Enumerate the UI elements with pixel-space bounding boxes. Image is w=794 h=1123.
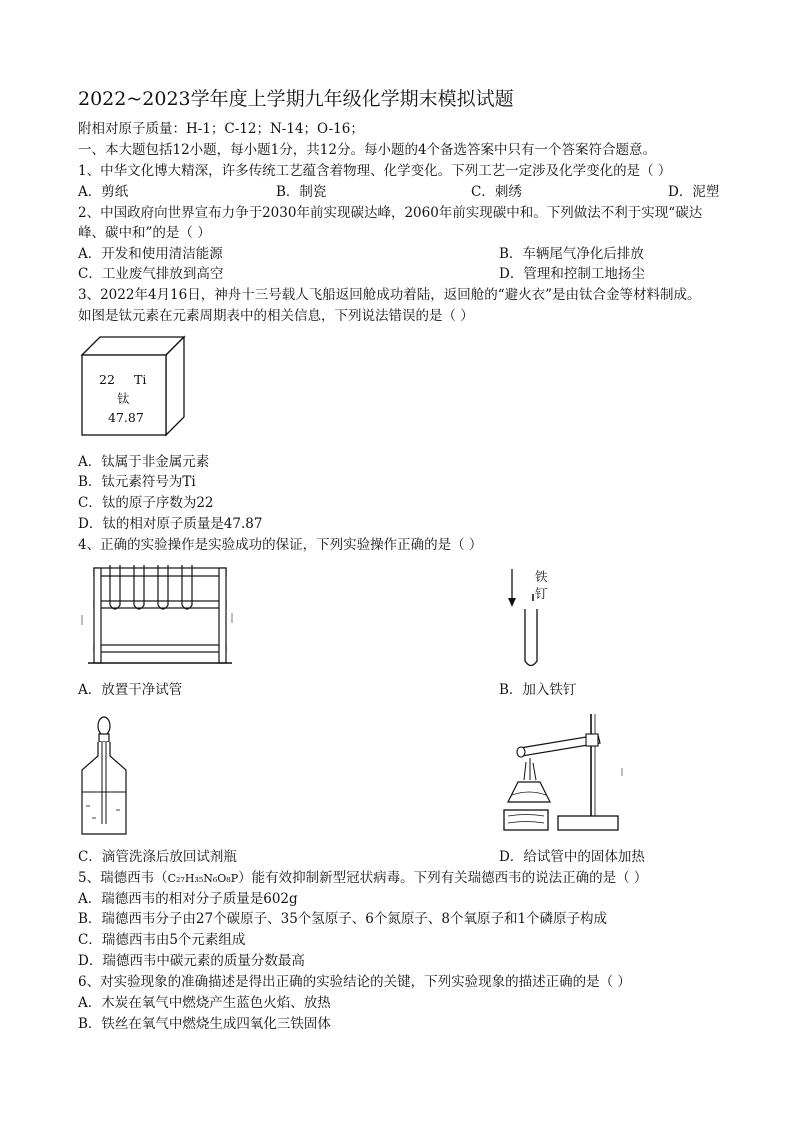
- page-title: 2022~2023学年度上学期九年级化学期末模拟试题: [78, 88, 514, 110]
- q4-option-b: B．加入铁钉: [499, 682, 577, 698]
- element-atomic-number: 22: [99, 372, 115, 387]
- q5-option-b: B．瑞德西韦分子由27个碳原子、35个氢原子、6个氮原子、8个氧原子和1个磷原子构成: [78, 911, 608, 927]
- q1-option-d: D．泥塑: [668, 184, 720, 200]
- q5-option-d: D．瑞德西韦中碳元素的质量分数最高: [78, 953, 305, 969]
- q5-stem-post: ）能有效抑制新型冠状病毒。下列有关瑞德西韦的说法正确的是（ ）: [238, 870, 648, 886]
- q4-option-c: C．滴管洗涤后放回试剂瓶: [78, 849, 237, 865]
- q5-formula: C₂₇H₃₅N₆O₈P: [167, 872, 239, 885]
- q4-stem: 4、正确的实验操作是实验成功的保证，下列实验操作正确的是（ ）: [78, 537, 483, 553]
- q2-option-b: B．车辆尾气净化后排放: [499, 246, 644, 262]
- q5-option-a: A．瑞德西韦的相对分子质量是602g: [78, 891, 298, 907]
- q4-option-d: D．给试管中的固体加热: [499, 849, 645, 865]
- q5-stem: [78, 869, 647, 888]
- q6-option-a: A．木炭在氧气中燃烧产生蓝色火焰、放热: [78, 995, 331, 1011]
- q3-option-c: C．钛的原子序数为22: [78, 495, 214, 511]
- nail-label-nail: 钉: [535, 586, 548, 601]
- q3-option-d: D．钛的相对原子质量是47.87: [78, 516, 263, 532]
- section-heading: 一、本大题包括12小题，每小题1分，共12分。每小题的4个备选答案中只有一个答案符合题意。: [78, 142, 657, 158]
- dropper-reagent-bottle-figure: [80, 714, 130, 836]
- q2-option-c: C．工业废气排放到高空: [78, 266, 224, 282]
- q1-option-c: C．刺绣: [471, 184, 522, 200]
- test-tube-rack-figure: [82, 565, 237, 669]
- q5-stem-pre: 5、瑞德西韦（: [78, 870, 168, 886]
- q1-stem: 1、中华文化博大精深，许多传统工艺蕴含着物理、化学变化。下列工艺一定涉及化学变化的是（ ）: [78, 163, 672, 179]
- q2-stem-line2: 峰、碳中和”的是（ ）: [78, 225, 211, 241]
- atomic-mass-note: 附相对原子质量：H-1；C-12；N-14；O-16；: [78, 121, 364, 137]
- q3-option-a: A．钛属于非金属元素: [78, 454, 210, 470]
- q3-option-b: B．钛元素符号为Ti: [78, 474, 196, 490]
- q2-option-a: A．开发和使用清洁能源: [78, 246, 223, 262]
- q2-option-d: D．管理和控制工地扬尘: [499, 266, 645, 282]
- nail-label-iron: 铁: [535, 569, 548, 584]
- q1-option-a: A．剪纸: [78, 184, 129, 200]
- q6-stem: 6、对实验现象的准确描述是得出正确的实验结论的关键，下列实验现象的描述正确的是（ ）: [78, 974, 631, 990]
- q1-option-b: B．制瓷: [276, 184, 327, 200]
- q3-stem-line2: 如图是钛元素在元素周期表中的相关信息，下列说法错误的是（ ）: [78, 308, 474, 324]
- q2-stem-line1: 2、中国政府向世界宣布力争于2030年前实现碳达峰，2060年前实现碳中和。下列做法不利于实现“碳达: [78, 205, 703, 221]
- element-mass: 47.87: [108, 410, 144, 425]
- q5-option-c: C．瑞德西韦由5个元素组成: [78, 932, 246, 948]
- q4-option-a: A．放置干净试管: [78, 682, 183, 698]
- q3-stem-line1: 3、2022年4月16日，神舟十三号载人飞船返回舱成功着陆，返回舱的“避火衣”是由钛合金等材料制成。: [78, 287, 701, 303]
- q6-option-b: B．铁丝在氧气中燃烧生成四氧化三铁固体: [78, 1016, 331, 1032]
- element-name: 钛: [117, 391, 130, 406]
- heating-test-tube-figure: [500, 710, 630, 836]
- element-symbol: Ti: [134, 372, 147, 387]
